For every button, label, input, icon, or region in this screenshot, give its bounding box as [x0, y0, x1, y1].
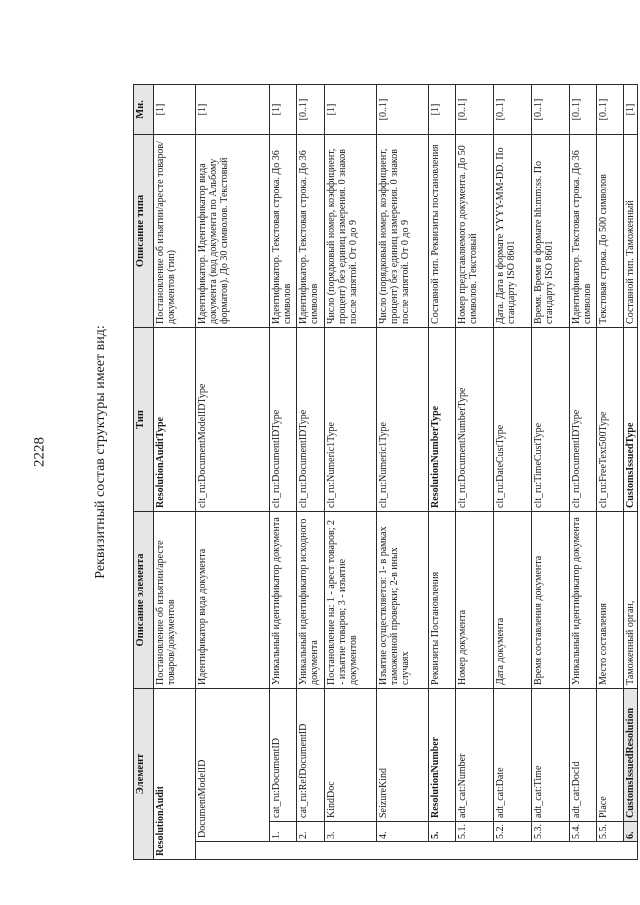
cell-number: 5.4.: [570, 822, 597, 842]
cell-description: Таможенный орган,: [624, 511, 638, 688]
cell-number: 1.: [270, 822, 297, 842]
cell-description: Изъятие осуществляется: 1- в рамках таможенной проверки; 2-в иных случаях: [377, 511, 429, 688]
header-element: Элемент: [134, 688, 154, 859]
cell-cardinality: [0..1]: [532, 84, 570, 134]
cell-element: CustomsIssuedResolution: [624, 688, 638, 821]
header-description: Описание элемента: [134, 511, 154, 688]
cell-description: Дата документа: [494, 511, 532, 688]
cell-cardinality: [1]: [429, 84, 456, 134]
cell-type: clt_ru:DocumentIDType: [570, 327, 597, 511]
cell-type: clt_ru:FreeText500Type: [597, 327, 624, 511]
table-row: [456, 84, 494, 859]
cell-element: Place: [597, 688, 624, 821]
cell-description: Уникальный идентификатор исходного документа: [297, 511, 325, 688]
cell-type-description: Число (порядковый номер, коэффициент, процент) без единиц измерения. 0 знаков после запятой. От 0 до 9: [325, 134, 377, 327]
cell-type-description: Составной тип. Таможенный: [624, 134, 638, 327]
cell-type-description: Номер представляемого документа. До 50 символов. Текстовый: [456, 134, 494, 327]
cell-type: clt_ru:DocumentModelIDType: [196, 327, 270, 511]
cell-type-description: Число (порядковый номер, коэффициент, процент) без единиц измерения. 0 знаков после запятой. От 0 до 9: [377, 134, 429, 327]
cell-element: KindDoc: [325, 688, 377, 821]
table-row: [570, 84, 597, 859]
table-row: [297, 84, 325, 859]
cell-element: adt_cat:Date: [494, 688, 532, 821]
cell-type-description: Идентификатор. Текстовая строка. До 36 символов: [297, 134, 325, 327]
cell-cardinality: [0..1]: [297, 84, 325, 134]
cell-number: 5.2.: [494, 822, 532, 842]
cell-type: CustomsIssuedType: [624, 327, 638, 511]
cell-cardinality: [1]: [624, 84, 638, 134]
cell-cardinality: [0..1]: [377, 84, 429, 134]
cell-description: Реквизиты Постановления: [429, 511, 456, 688]
table-row: [377, 84, 429, 859]
cell-indent: [196, 842, 638, 860]
rotated-table-wrapper: [133, 85, 636, 860]
table-row: [154, 84, 196, 859]
cell-type-description: Идентификатор. Текстовая строка. До 36 символов: [270, 134, 297, 327]
intro-text: Реквизитный состав структуры имеет вид:: [93, 325, 108, 579]
cell-cardinality: [1]: [270, 84, 297, 134]
cell-type: clt_ru:DocumentIDType: [270, 327, 297, 511]
cell-cardinality: [1]: [154, 84, 196, 134]
table-row: [494, 84, 532, 859]
cell-type-description: Текстовая строка. До 500 символов: [597, 134, 624, 327]
cell-element: adt_cat:Time: [532, 688, 570, 821]
cell-element: adt_cat:Number: [456, 688, 494, 821]
cell-element: SeizureKind: [377, 688, 429, 821]
cell-number: 4.: [377, 822, 429, 842]
table-row: [270, 84, 297, 859]
table-row: [532, 84, 570, 859]
cell-element: adt_cat:DocId: [570, 688, 597, 821]
cell-element: cat_ru:DocumentID: [270, 688, 297, 821]
cell-number: 5.1.: [456, 822, 494, 842]
header-type: Тип: [134, 327, 154, 511]
page-number: 2228: [31, 437, 48, 467]
cell-element: cat_ru:RefDocumentID: [297, 688, 325, 821]
cell-number: 5.5.: [597, 822, 624, 842]
cell-type: clt_ru:DocumentIDType: [297, 327, 325, 511]
cell-type-description: Дата. Дата в формате YYYY-MM-DD. По стандарту ISO 8601: [494, 134, 532, 327]
header-type-description: Описание типа: [134, 134, 154, 327]
cell-type: clt_ru:DocumentNumberType: [456, 327, 494, 511]
cell-description: Время составления документа: [532, 511, 570, 688]
cell-type: clt_ru:TimeCustType: [532, 327, 570, 511]
cell-type-description: Время. Время в формате hh:mm:ss. По стандарту ISO 8601: [532, 134, 570, 327]
cell-type-description: Постановление об изъятии/аресте товаров/документов (тип): [154, 134, 196, 327]
cell-type-description: Идентификатор. Идентификатор вида документа (код документа по Альбому форматов). До 30 символов. Текстовый: [196, 134, 270, 327]
cell-type: clt_ru:DateCustType: [494, 327, 532, 511]
structure-table-area: [133, 85, 636, 860]
cell-element: ResolutionAudit: [154, 688, 196, 859]
table-row: [624, 84, 638, 859]
cell-type: clt_ru:Numeric1Type: [325, 327, 377, 511]
cell-cardinality: [0..1]: [456, 84, 494, 134]
header-cardinality: Мн.: [134, 84, 154, 134]
cell-number: 5.3.: [532, 822, 570, 842]
cell-type-description: Идентификатор. Текстовая строка. До 36 символов: [570, 134, 597, 327]
structure-table: [133, 84, 638, 860]
cell-cardinality: [0..1]: [597, 84, 624, 134]
cell-description: Номер документа: [456, 511, 494, 688]
cell-element: ResolutionNumber: [429, 688, 456, 821]
cell-number: 2.: [297, 822, 325, 842]
cell-type: clt_ru:Numeric1Type: [377, 327, 429, 511]
table-row: [196, 84, 270, 859]
cell-number: 3.: [325, 822, 377, 842]
cell-description: Уникальный идентификатор документа: [570, 511, 597, 688]
table-row: [597, 84, 624, 859]
table-row: [429, 84, 456, 859]
cell-type-description: Составной тип. Реквизиты постановления: [429, 134, 456, 327]
cell-description: Постановление на: 1 - арест товаров; 2 - изъятие товаров; 3 - изъятие документов: [325, 511, 377, 688]
cell-cardinality: [1]: [196, 84, 270, 134]
cell-type: ResolutionNumberType: [429, 327, 456, 511]
cell-cardinality: [1]: [325, 84, 377, 134]
cell-number: 6.: [624, 822, 638, 842]
cell-type: ResolutionAuditType: [154, 327, 196, 511]
table-row: [325, 84, 377, 859]
cell-description: Идентификатор вида документа: [196, 511, 270, 688]
cell-element: DocumentModelID: [196, 688, 270, 841]
cell-description: Постановление об изъятии/аресте товаров/документов: [154, 511, 196, 688]
table-header-row: [134, 84, 154, 859]
cell-description: Уникальный идентификатор документа: [270, 511, 297, 688]
cell-cardinality: [0..1]: [494, 84, 532, 134]
cell-description: Место составления: [597, 511, 624, 688]
cell-cardinality: [0..1]: [570, 84, 597, 134]
cell-number: 5.: [429, 822, 456, 842]
